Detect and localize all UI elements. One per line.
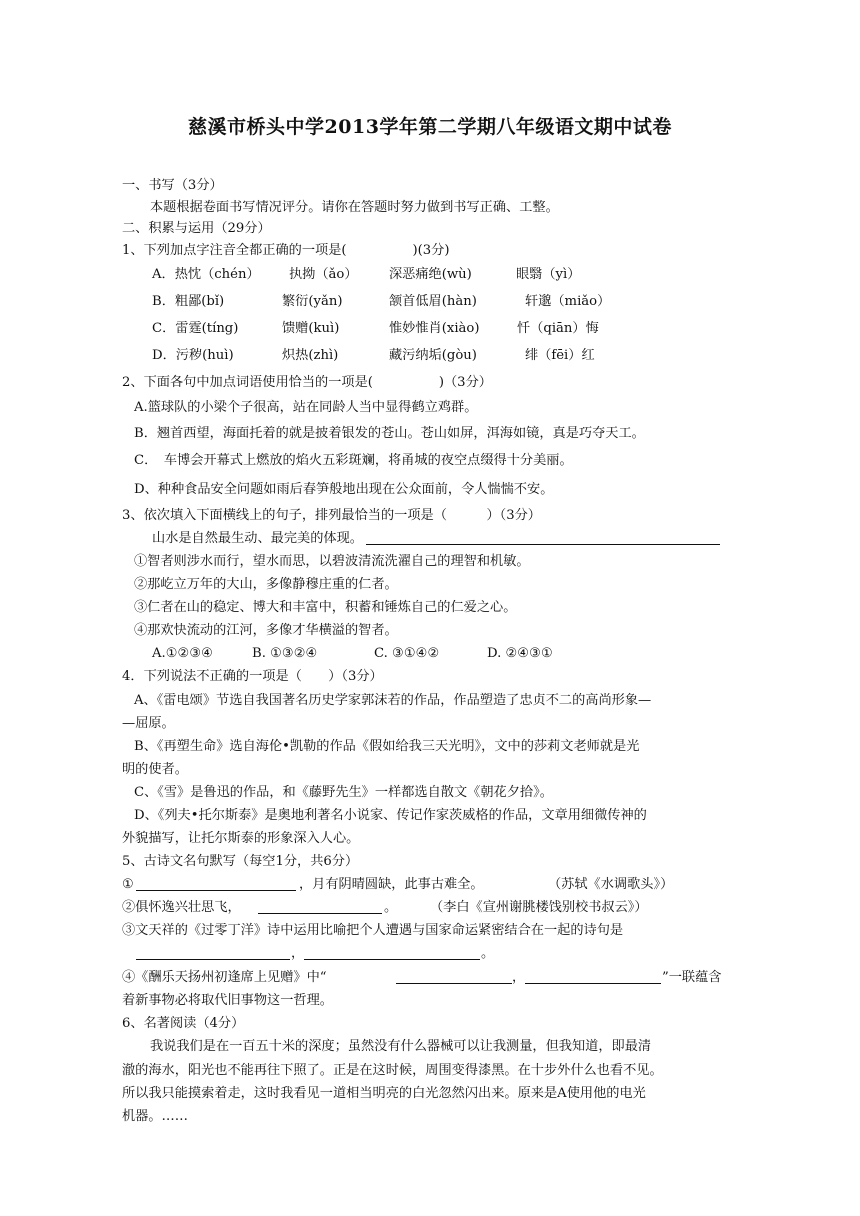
q5-line-3-end: 。: [481, 946, 495, 961]
q2-option-d: D、种种食品安全问题如雨后春笋般地出现在公众面前，令人惴惴不安。: [134, 482, 554, 497]
q1-option-c-1: C．雷霆(tíng): [152, 321, 239, 336]
q1-option-d-3: 藏污纳垢(gòu): [389, 348, 477, 363]
q5-blank-1: [136, 876, 296, 891]
section-1-heading: 一、书写（3分）: [122, 178, 223, 193]
q1-option-d-1: D．污秽(huì): [152, 348, 234, 363]
q5-blank-5: [396, 969, 512, 984]
q3-item-3: ③仁者在山的稳定、博大和丰富中，积蓄和锤炼自己的仁爱之心。: [134, 600, 517, 615]
q4-option-a-line-2: —屈原。: [122, 716, 175, 731]
q1-option-a-4: 眼翳（yì）: [516, 267, 581, 282]
q1-option-a-1: A．热忱（chén）: [152, 267, 260, 282]
q5-line-2-source: （李白《宣州谢朓楼饯别校书叔云》）: [430, 900, 648, 915]
q1-option-a-2: 执拗（ǎo）: [289, 267, 358, 282]
q5-blank-4: [304, 945, 480, 960]
q4-option-c: C、《雪》是鲁迅的作品，和《藤野先生》一样都选自散文《朝花夕拾》。: [134, 785, 553, 800]
q1-option-b-4: 轩邈（miǎo）: [525, 294, 611, 309]
q4-option-a-line-1: A、《雷电颂》节选自我国著名历史学家郭沫若的作品，作品塑造了忠贞不二的高尚形象—: [134, 693, 652, 708]
q5-line-1-prefix: ①: [122, 877, 134, 892]
q1-option-d-4: 绯（fēi）红: [525, 348, 595, 363]
q5-line-4-separator: ，: [512, 970, 526, 985]
q3-option-d: D. ②④③①: [487, 646, 553, 661]
q5-blank-3: [136, 945, 290, 960]
q5-line-1-text: ，月有阴晴圆缺，此事古难全。: [299, 877, 484, 892]
section-2-heading: 二、积累与运用（29分）: [122, 221, 271, 236]
q4-option-b-line-1: B、《再塑生命》选自海伦•凯勒的作品《假如给我三天光明》，文中的莎莉文老师就是光: [134, 739, 640, 754]
q5-blank-2: [258, 899, 382, 914]
question-5-stem: 5、古诗文名句默写（每空1分，共6分）: [122, 854, 359, 869]
section-1-body: 本题根据卷面书写情况评分。请你在答题时努力做到书写正确、工整。: [150, 200, 559, 215]
q5-line-1-source: （苏轼《水调歌头》）: [548, 877, 674, 892]
q5-blank-6: [525, 969, 661, 984]
q5-line-2-end: 。: [384, 900, 398, 915]
q3-option-b: B. ①③②④: [252, 646, 318, 661]
q6-passage-line-1: 我说我们是在一百五十米的深度；虽然没有什么器械可以让我测量，但我知道，即最清: [150, 1039, 652, 1054]
question-3-stem: 3、依次填入下面横线上的句子，排列最恰当的一项是（ ）（3分）: [122, 508, 541, 523]
q1-option-a-3: 深恶痛绝(wù): [389, 267, 472, 282]
q1-option-c-4: 忏（qiān）悔: [517, 321, 599, 336]
q4-option-b-line-2: 明的使者。: [122, 762, 188, 777]
question-6-stem: 6、名著阅读（4分）: [122, 1016, 245, 1031]
q3-option-c: C. ③①④②: [374, 646, 440, 661]
question-4-stem: 4．下列说法不正确的一项是（ ）（3分）: [122, 669, 383, 684]
q3-item-1: ①智者则涉水而行，望水而思，以碧波清流洗濯自己的理智和机敏。: [134, 554, 530, 569]
q5-line-3-text: ③文天祥的《过零丁洋》诗中运用比喻把个人遭遇与国家命运紧密结合在一起的诗句是: [122, 923, 624, 938]
q1-option-d-2: 炽热(zhì): [282, 348, 339, 363]
q5-line-2-text: ②俱怀逸兴壮思飞，: [122, 900, 241, 915]
q6-passage-line-3: 所以我只能摸索着走，这时我看见一道相当明亮的白光忽然闪出来。原来是A使用他的电光: [122, 1086, 646, 1101]
q1-option-c-2: 馈赠(kuì): [282, 321, 340, 336]
q6-passage-line-2: 澈的海水，阳光也不能再往下照了。正是在这时候，周围变得漆黑。在十步外什么也看不见。: [122, 1063, 663, 1078]
q3-item-4: ④那欢快流动的江河，多像才华横溢的智者。: [134, 623, 398, 638]
q6-passage-line-4: 机器。……: [122, 1109, 188, 1124]
q4-option-d-line-2: 外貌描写，让托尔斯泰的形象深入人心。: [122, 831, 360, 846]
q3-item-2: ②那屹立万年的大山，多像静穆庄重的仁者。: [134, 577, 398, 592]
q1-option-b-3: 颔首低眉(hàn): [389, 294, 477, 309]
q5-line-4-continued: 着新事物必将取代旧事物这一哲理。: [122, 993, 333, 1008]
q3-answer-blank: [366, 530, 720, 545]
question-1-stem: 1、下列加点字注音全都正确的一项是( )(3分): [122, 243, 450, 258]
q1-option-b-1: B．粗鄙(bǐ): [152, 294, 225, 309]
q2-option-b: B．翘首西望，海面托着的就是披着银发的苍山。苍山如屏，洱海如镜，真是巧夺天工。: [134, 426, 645, 441]
q1-option-b-2: 繁衍(yǎn): [282, 294, 343, 309]
q5-line-4-text: ④《酬乐天扬州初逢席上见赠》中“: [122, 970, 327, 985]
q5-line-3-separator: ，: [291, 946, 305, 961]
q3-lead-sentence: 山水是自然最生动、最完美的体现。: [152, 531, 363, 546]
q3-option-a: A.①②③④: [152, 646, 214, 661]
q5-line-4-suffix: ”一联蕴含: [662, 970, 722, 985]
q2-option-c: C． 车博会开幕式上燃放的焰火五彩斑斓，将甬城的夜空点缀得十分美丽。: [134, 453, 573, 468]
q2-option-a: A.篮球队的小梁个子很高，站在同龄人当中显得鹤立鸡群。: [134, 400, 478, 415]
q4-option-d-line-1: D、《列夫•托尔斯泰》是奥地利著名小说家、传记作家茨威格的作品，文章用细微传神的: [134, 808, 647, 823]
question-2-stem: 2、下面各句中加点词语使用恰当的一项是( )（3分）: [122, 375, 492, 390]
q1-option-c-3: 惟妙惟肖(xiào): [389, 321, 480, 336]
page-title: 慈溪市桥头中学2013学年第二学期八年级语文期中试卷: [188, 116, 672, 138]
